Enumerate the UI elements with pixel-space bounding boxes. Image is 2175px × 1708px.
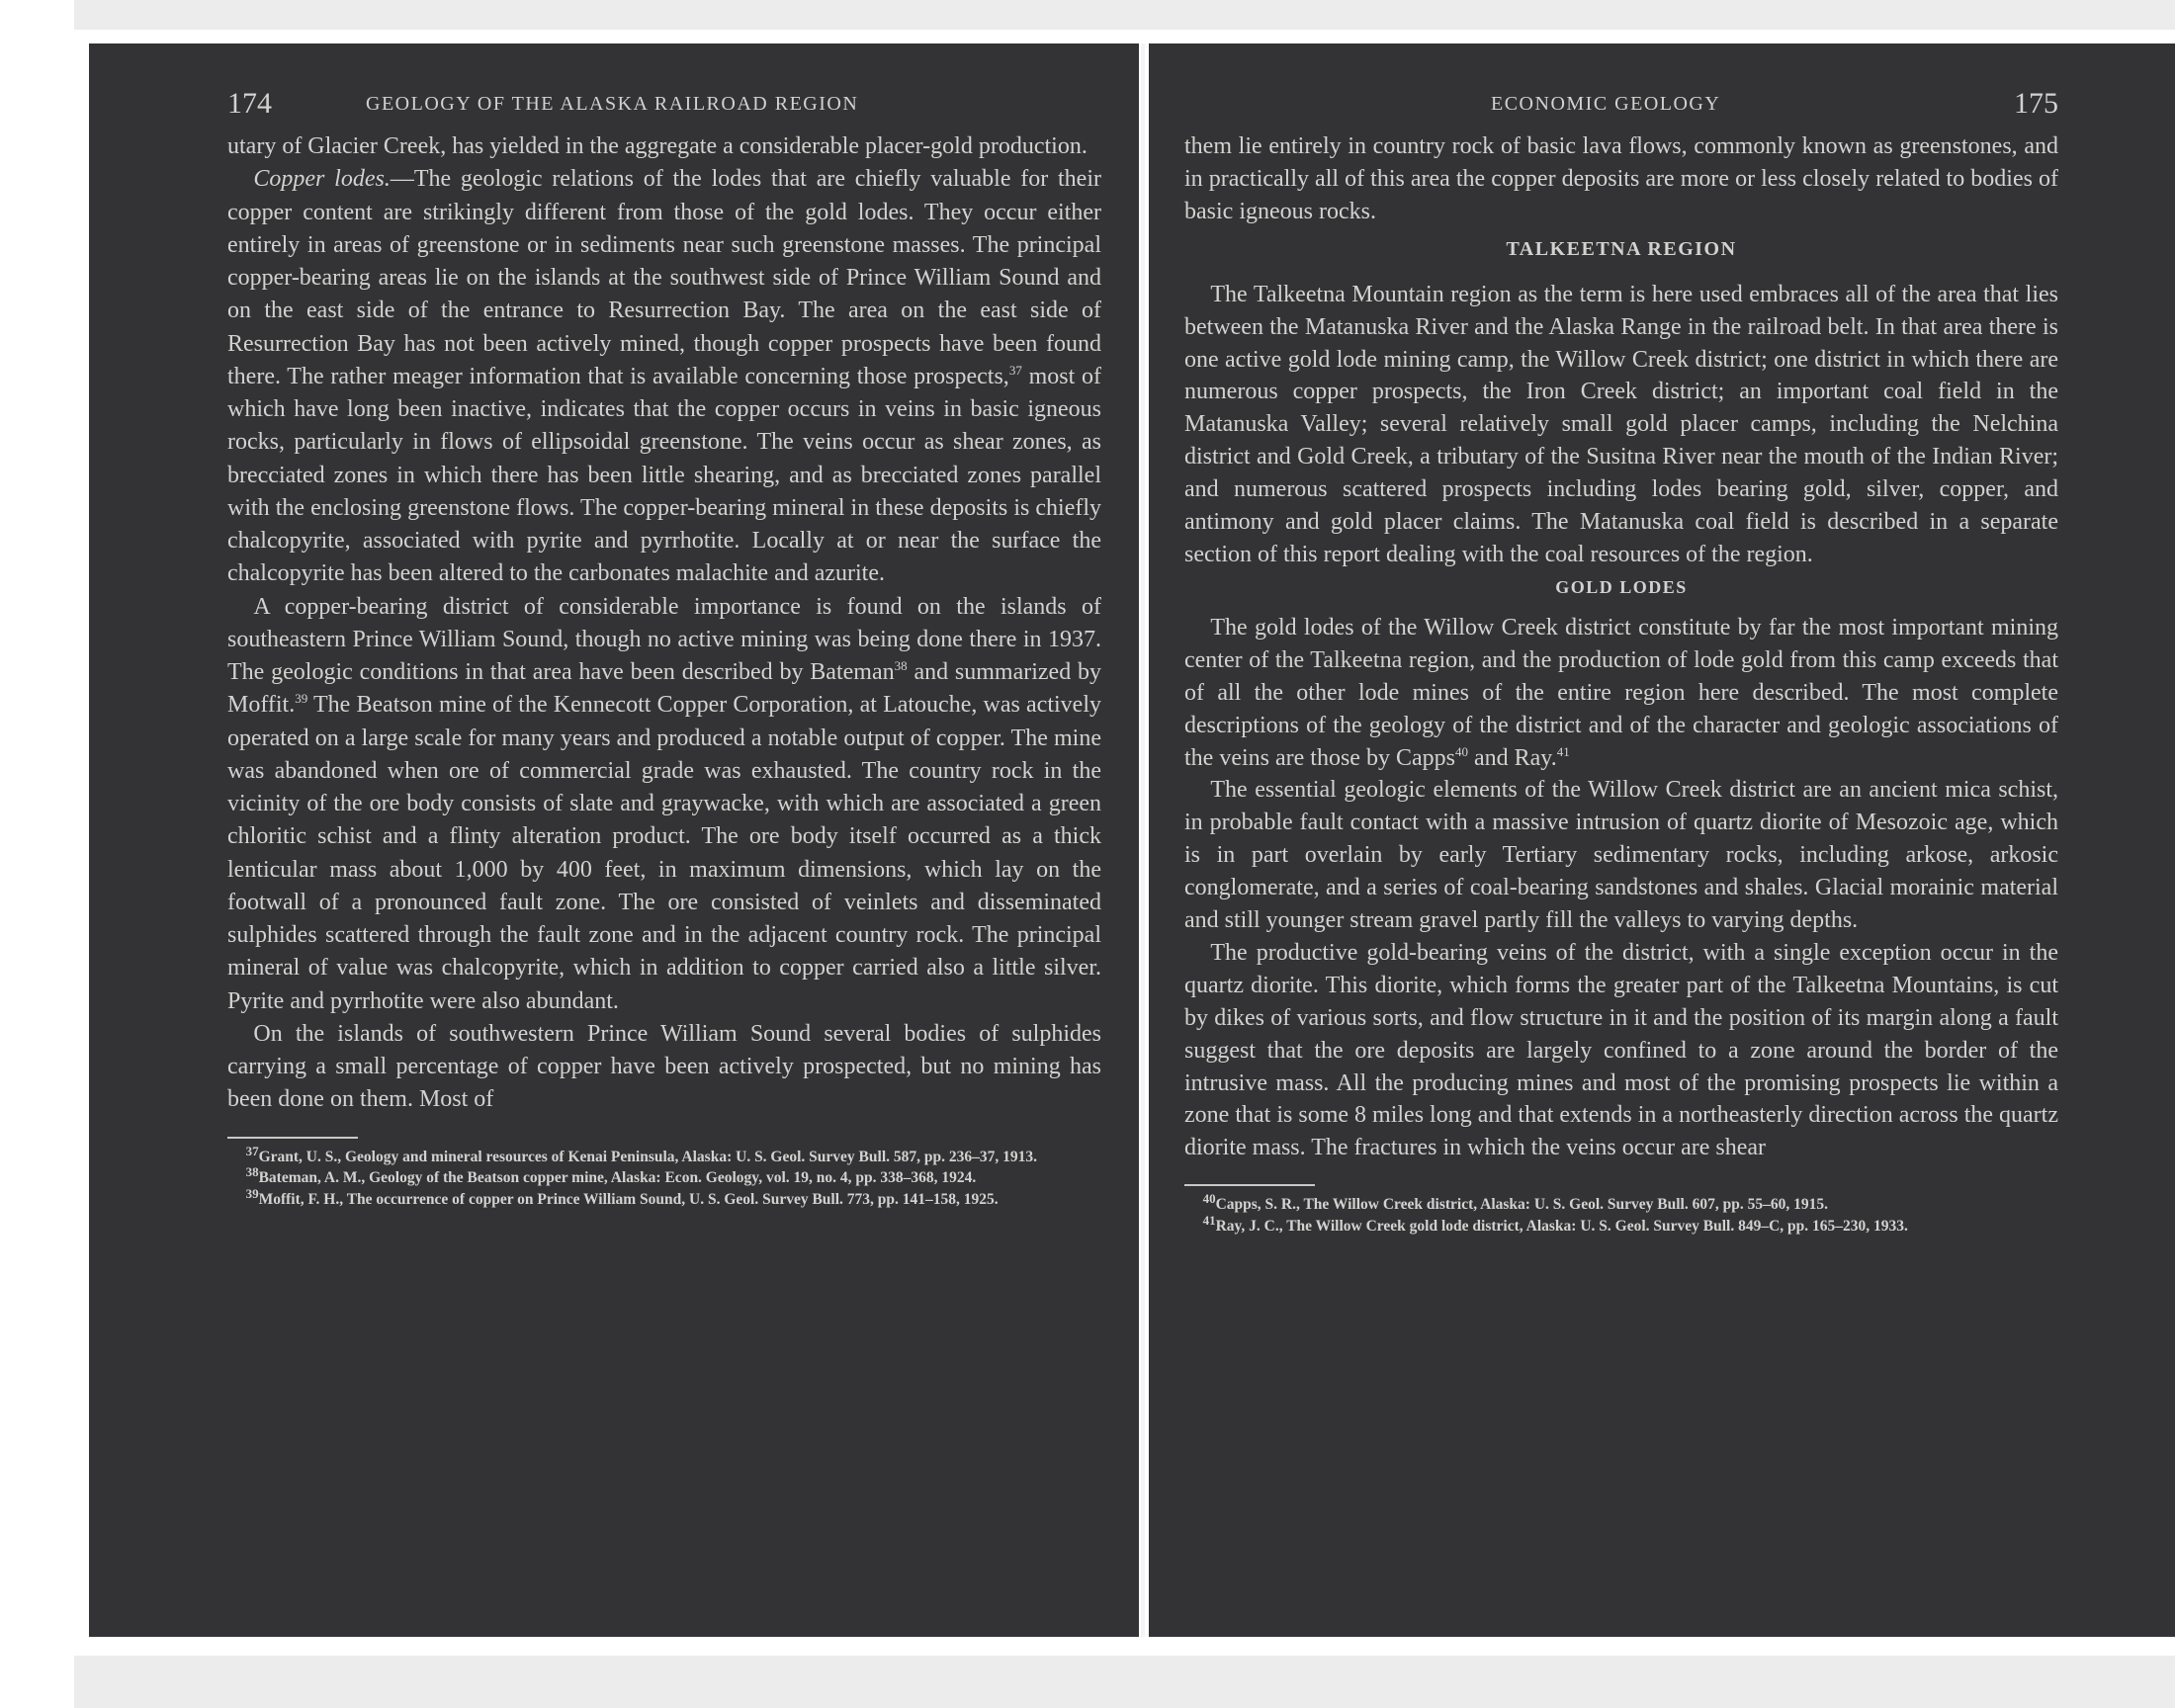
footnote [1184, 1212, 2058, 1238]
paragraph-text: A copper-bearing district of considerable importance is found on the islands of southeastern Prince William Sound, though no active mining was being done there in 1937. The geologic conditions in that area have been described by Bateman [227, 593, 1101, 685]
footnote-mark: 37 [245, 1143, 259, 1158]
paragraph: them lie entirely in country rock of basic lava flows, commonly known as greenstones, and in practically all of this area the copper deposits are more or less closely related to bodies of basic igneous rocks. [1184, 133, 2058, 224]
running-head-title: ECONOMIC GEOLOGY [1491, 93, 1721, 115]
section-heading: TALKEETNA REGION [1506, 237, 1737, 260]
footnote-mark: 38 [245, 1163, 259, 1179]
footnote [1184, 1191, 2058, 1216]
gutter [1141, 43, 1145, 1637]
paragraph-text: The geologic relations of the lodes that are chiefly valuable for their copper content are strikingly different from those of the gold lodes. They occur either entirely in areas of greenstone or in sediments near such greenstone masses. The principal copper-bearing areas lie on the islands at the southwest side of Prince William Sound and on the east side of the entrance to Resurrection Bay. The area on the east side of Resurrection Bay has not been actively mined, though copper prospects have been found there. The rather meager information that is available concerning those prospects, [227, 166, 1101, 389]
paragraph: utary of Glacier Creek, has yielded in the aggregate a considerable placer-gold production. [227, 133, 1088, 159]
page-number: 175 [2014, 87, 2058, 120]
footnote-rule [1184, 1184, 1315, 1186]
scan-margin [0, 0, 74, 1708]
left-body-text [227, 130, 1101, 1117]
paragraph: The productive gold-bearing veins of the district, with a single exception occur in the quartz diorite. This diorite, which forms the greater part of the Talkeetna Mountains, is cut by dikes of various sorts, and flow structure in it and the position of its margin along a fault suggest that the ore deposits are largely confined to a zone around the border of the intrusive mass. All the producing mines and most of the promising prospects lie within a zone that is some 8 miles long and that extends in a northeasterly direction across the quartz diorite mass. The fractures in which the veins occur are shear [1184, 939, 2058, 1161]
right-running-head [1184, 87, 2058, 127]
right-footnotes [1184, 1191, 2058, 1237]
copper-lodes-heading: Copper lodes. [253, 166, 391, 193]
paragraph-gold-lodes [1184, 612, 2058, 775]
paragraph: The essential geologic elements of the Willow Creek district are an ancient mica schist, in probable fault contact with a massive intrusion of quartz diorite of Mesozoic age, which is in part overlain by early Tertiary sedimentary rocks, including arkose, arkosic conglomerate, and a series of coal-bearing sandstones and shales. Glacial morainic material and still younger stream gravel partly fill the valleys to varying depths. [1184, 777, 2058, 934]
footnote-ref: 40 [1454, 743, 1468, 759]
footnote-text: Moffit, F. H., The occurrence of copper on Prince William Sound, U. S. Geol. Survey Bull. 773, pp. 141–158, 1925. [258, 1190, 999, 1208]
left-running-head [227, 87, 1101, 127]
footnote [227, 1163, 1101, 1189]
footnote-text: Ray, J. C., The Willow Creek gold lode district, Alaska: U. S. Geol. Survey Bull. 849–C, pp. 165–230, 1933. [1215, 1217, 1908, 1235]
footnote-mark: 41 [1202, 1212, 1216, 1228]
left-footnotes [227, 1143, 1101, 1211]
paragraph: The Talkeetna Mountain region as the term is here used embraces all of the area that lies between the Matanuska River and the Alaska Range in the railroad belt. In that area there is one active gold lode mining camp, the Willow Creek district; one district in which there are numerous copper prospects, the Iron Creek district; an important coal field in the Matanuska Valley; several relatively small gold placer camps, including the Nelchina district and Gold Creek, a tributary of the Susitna River near the mouth of the Indian River; and numerous scattered prospects including lodes bearing gold, silver, copper, and antimony and gold placer claims. The Matanuska coal field is described in a separate section of this report dealing with the coal resources of the region. [1184, 281, 2058, 567]
paragraph-text: and summarized by Moffit. [227, 659, 1102, 719]
paragraph-copper-lodes: Copper lodes.—The geologic relations of the lodes that are chiefly valuable for their copper content are strikingly different from those of the gold lodes. They occur either entirely in areas of greenstone or in sediments near such greenstone masses. The principal copper-bearing areas lie on the islands at the southwest side of Prince William Sound and on the east side of the entrance to Resurrection Bay. The area on the east side of Resurrection Bay has not been actively mined, though copper prospects have been found there. The rather meager information that is available concerning those prospects,$^{37}$ most of which have long been inactive, indicates that the copper occurs in veins in basic igneous rocks, particularly in flows of ellipsoidal greenstone. The veins occur as shear zones, as brecciated zones in which there has been little shearing, and as brecciated zones parallel with the enclosing greenstone flows. The copper-bearing mineral in these deposits is chiefly chalcopyrite, associated with pyrite and pyrrhotite. Locally at or near the surface the chalcopyrite has been altered to the carbonates malachite and azurite. [227, 166, 1102, 587]
right-body-text [1184, 130, 2058, 1164]
right-page [1149, 43, 2175, 1637]
footnote-text: Bateman, A. M., Geology of the Beatson copper mine, Alaska: Econ. Geology, vol. 19, no. 4, pp. 338–368, 1924. [258, 1169, 977, 1186]
footnote-mark: 39 [245, 1185, 259, 1201]
paragraph-text: most of which have long been inactive, indicates that the copper occurs in veins in basic igneous rocks, particularly in flows of ellipsoidal greenstone. The veins occur as shear zones, as brecciated zones in which there has been little shearing, and as brecciated zones parallel with the enclosing greenstone flows. The copper-bearing mineral in these deposits is chiefly chalcopyrite, associated with pyrite and pyrrhotite. Locally at or near the surface the chalcopyrite has been altered to the carbonates malachite and azurite. [227, 363, 1102, 587]
footnote-ref: 39 [295, 691, 308, 707]
paragraph-text: The gold lodes of the Willow Creek district constitute by far the most important mining center of the Talkeetna region, and the production of lode gold from this camp exceeds that of all the other lode mines of the entire region here described. The most complete descriptions of the geology of the district and of the character and geologic associations of the veins are those by Capps [1184, 614, 2058, 771]
footnote-text: Capps, S. R., The Willow Creek district, Alaska: U. S. Geol. Survey Bull. 607, pp. 55–60, 1915. [1215, 1196, 1828, 1214]
page-number: 174 [227, 87, 272, 120]
paragraph-text: The Beatson mine of the Kennecott Copper Corporation, at Latouche, was actively operated on a large scale for many years and produced a notable output of copper. The mine was abandoned when ore of commercial grade was exhausted. The country rock in the vicinity of the ore body consists of slate and graywacke, with which are associated a green chloritic schist and a flinty alteration product. The ore body itself occurred as a thick lenticular mass about 1,000 by 400 feet, in maximum dimensions, which lay on the footwall of a pronounced fault zone. The ore consisted of veinlets and disseminated sulphides scattered through the fault zone and in the adjacent country rock. The principal mineral of value was chalcopyrite, which in addition to copper carried also a little silver. Pyrite and pyrrhotite were also abundant. [227, 692, 1101, 1014]
footnote-mark: 40 [1202, 1191, 1216, 1207]
footnote-rule [227, 1137, 358, 1139]
subsection-heading: GOLD LODES [1555, 576, 1688, 597]
footnote [227, 1185, 1101, 1211]
left-page [89, 43, 1139, 1637]
paragraph-bateman [227, 591, 1101, 1018]
footnote-text: Grant, U. S., Geology and mineral resources of Kenai Peninsula, Alaska: U. S. Geol. Survey Bull. 587, pp. 236–37, 1913. [258, 1148, 1037, 1165]
footnote [227, 1143, 1101, 1168]
footnote-ref: 37 [1008, 362, 1022, 378]
running-head-title: GEOLOGY OF THE ALASKA RAILROAD REGION [366, 93, 859, 115]
footnote-ref: 41 [1556, 743, 1570, 759]
footnote-ref: 38 [894, 658, 908, 673]
paragraph: On the islands of southwestern Prince William Sound several bodies of sulphides carrying a small percentage of copper have been actively prospected, but no mining has been done on them. Most of [227, 1020, 1101, 1113]
paragraph-text: and Ray. [1473, 744, 1557, 771]
